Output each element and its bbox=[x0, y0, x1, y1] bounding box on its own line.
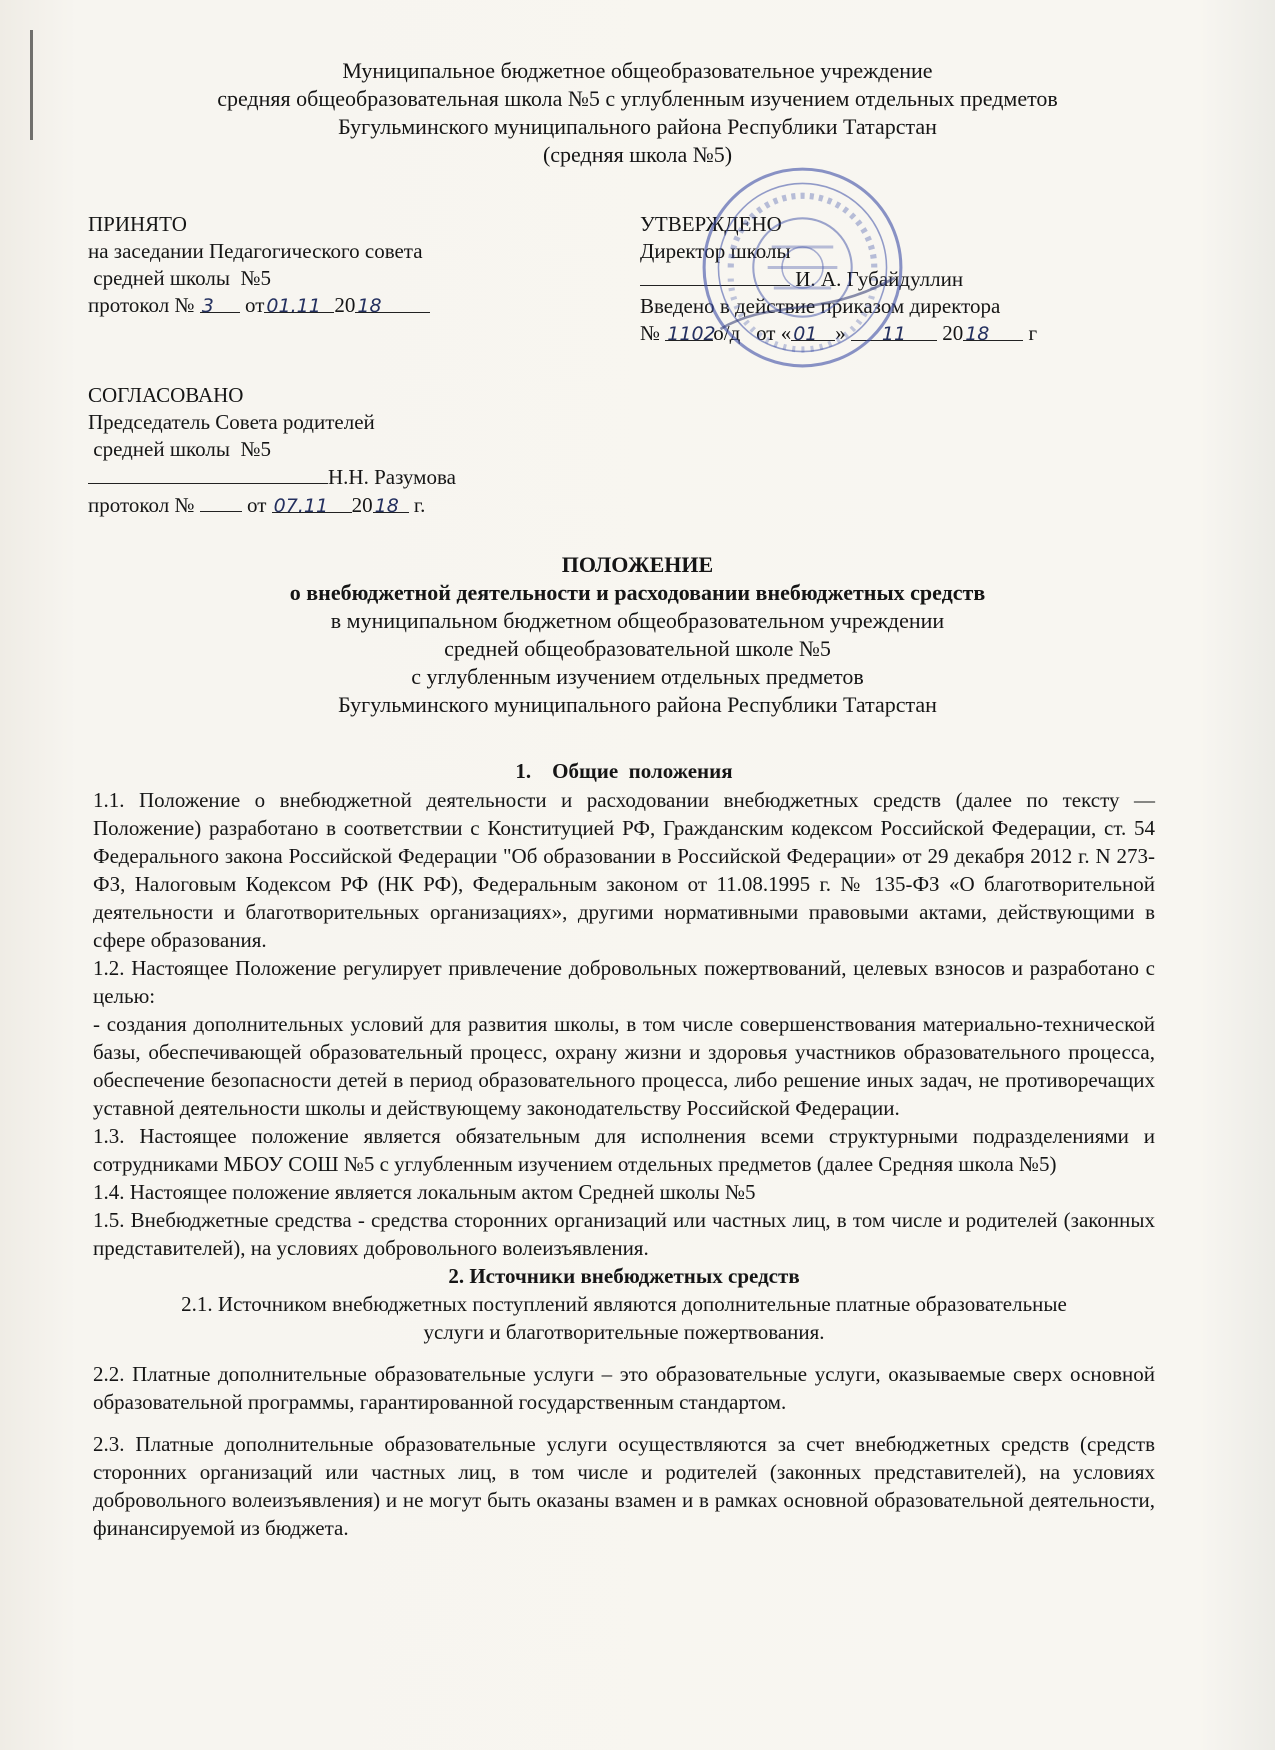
paragraph-2-2: 2.2. Платные дополнительные образовательные услуги – это образовательные услуги, оказываемые сверх основной образовательной программы, гарантированной государственным стандартом. bbox=[93, 1362, 1155, 1414]
agreed-date: 07.11 bbox=[273, 495, 329, 517]
document-body bbox=[93, 757, 1155, 1542]
accepted-block bbox=[88, 211, 430, 319]
approved-quote-close: » bbox=[835, 321, 846, 345]
agreed-date-field bbox=[272, 492, 352, 517]
agreed-signer: Н.Н. Разумова bbox=[328, 465, 456, 489]
header-line-1: Муниципальное бюджетное общеобразовательное учреждение bbox=[342, 58, 933, 83]
paragraph-1-2: 1.2. Настоящее Положение регулирует привлечение добровольных пожертвований, целевых взносов и разработано с целью: bbox=[93, 956, 1155, 1008]
school-stamp-seal bbox=[700, 165, 905, 370]
agreed-title: СОГЛАСОВАНО bbox=[88, 383, 244, 407]
approved-year-unit: г bbox=[1028, 321, 1038, 345]
approved-title: УТВЕРЖДЕНО bbox=[640, 212, 782, 236]
approved-year-prefix: 20 bbox=[942, 321, 964, 345]
document-title bbox=[0, 551, 1275, 719]
accepted-protocol-no-field bbox=[200, 292, 240, 317]
accepted-line-1: на заседании Педагогического совета bbox=[88, 239, 423, 263]
accepted-protocol bbox=[88, 292, 430, 319]
paragraph-1-5: 1.5. Внебюджетные средства - средства сторонних организаций или частных лиц, в том числе и родителей (законных представителей), на условиях добровольного волеизъявления. bbox=[93, 1208, 1155, 1260]
agreed-year-prefix: 20 bbox=[351, 493, 373, 517]
paragraph-2-1-line-2: услуги и благотворительные пожертвования. bbox=[423, 1320, 825, 1344]
title-line-2: о внебюджетной деятельности и расходовании внебюджетных средств bbox=[289, 580, 986, 605]
accepted-year-field bbox=[355, 292, 430, 317]
accepted-from: от bbox=[245, 293, 265, 317]
approved-line-3: Введено в действие приказом директора bbox=[640, 294, 1001, 318]
header-line-4: (средняя школа №5) bbox=[542, 142, 733, 167]
section-2-heading: 2. Источники внебюджетных средств bbox=[448, 1264, 800, 1288]
paragraph-1-3: 1.3. Настоящее положение является обязательным для исполнения всеми структурными подразделениями и сотрудниками МБОУ СОШ №5 с углубленным изучением отдельных предметов (далее Средняя школа №5) bbox=[93, 1124, 1155, 1176]
approved-year-field bbox=[963, 320, 1023, 345]
agreed-line-2: средней школы №5 bbox=[88, 437, 272, 461]
section-1-heading: 1. Общие положения bbox=[515, 759, 733, 783]
approved-signer: И. А. Губайдуллин bbox=[795, 267, 964, 291]
agreed-signer-line bbox=[88, 463, 456, 491]
agreed-line-1: Председатель Совета родителей bbox=[88, 410, 375, 434]
agreed-year-field bbox=[373, 492, 409, 517]
agreed-from: от bbox=[247, 493, 267, 517]
accepted-line-2: средней школы №5 bbox=[88, 266, 272, 290]
agreed-protocol-label: протокол № bbox=[88, 493, 195, 517]
agreed-protocol bbox=[88, 491, 456, 519]
title-line-4: средней общеобразовательной школе №5 bbox=[444, 636, 831, 661]
title-line-1: ПОЛОЖЕНИЕ bbox=[561, 552, 714, 577]
accepted-protocol-no: 3 bbox=[201, 295, 214, 317]
title-line-3: в муниципальном бюджетном общеобразовательном учреждении bbox=[330, 608, 945, 633]
paragraph-1-2-purpose: - создания дополнительных условий для развития школы, в том числе совершенствования материально-технической базы, обеспечивающей образовательный процесс, охрану жизни и здоровья участников образовательного процесса, обеспечение безопасности детей в период образовательного процесса, либо решение иных задач, не противоречащих уставной деятельности школы и действующему законодательству Российской Федерации. bbox=[93, 1012, 1155, 1120]
paragraph-1-4: 1.4. Настоящее положение является локальным актом Средней школы №5 bbox=[93, 1180, 756, 1204]
agreed-signature-field bbox=[88, 463, 328, 484]
approved-order-suffix: о/д от « bbox=[713, 321, 792, 345]
header-line-3: Бугульминского муниципального района Республики Татарстан bbox=[338, 114, 937, 139]
accepted-date: 01.11 bbox=[266, 295, 321, 317]
paragraph-2-3: 2.3. Платные дополнительные образовательные услуги осуществляются за счет внебюджетных средств (средств сторонних организаций или частных лиц, в том числе и родителей (законных представителей), на условиях добровольного волеизъявления) и не могут быть оказаны взамен и в рамках основной образовательной деятельности, финансируемой из бюджета. bbox=[93, 1432, 1155, 1540]
agreed-protocol-no-field bbox=[200, 491, 242, 512]
accepted-year-prefix: 20 bbox=[334, 293, 356, 317]
agreed-year-suffix: 18 bbox=[374, 495, 399, 517]
title-line-5: с углубленным изучением отдельных предметов bbox=[411, 664, 864, 689]
agreed-block bbox=[88, 382, 456, 519]
approved-month: 11 bbox=[881, 323, 907, 345]
approved-order-no: 1102 bbox=[667, 323, 716, 345]
approved-day: 01 bbox=[793, 323, 818, 345]
paragraph-1-1: 1.1. Положение о внебюджетной деятельности и расходовании внебюджетных средств (далее по тексту — Положение) разработано в соответствии с Конституцией РФ, Гражданским кодексом Российской Федерации, ст. 54 Федерального закона Российской Федерации "Об образовании в Российской Федерации» от 29 декабря 2012 г. N 273-ФЗ, Налоговым Кодексом РФ (НК РФ), Федеральным законом от 11.08.1995 г. № 135-ФЗ «О благотворительной деятельности и благотворительных организациях», другими нормативными правовыми актами, действующими в сфере образования. bbox=[93, 788, 1155, 952]
paragraph-2-1-line-1: 2.1. Источником внебюджетных поступлений являются дополнительные платные образовательные bbox=[181, 1292, 1067, 1316]
accepted-date-field bbox=[264, 292, 334, 317]
agreed-year-unit: г. bbox=[413, 493, 426, 517]
approved-line-1: Директор школы bbox=[640, 239, 791, 263]
accepted-title: ПРИНЯТО bbox=[88, 212, 187, 236]
accepted-protocol-label: протокол № bbox=[88, 293, 195, 317]
approved-no-label: № bbox=[640, 321, 661, 345]
title-line-6: Бугульминского муниципального района Республики Татарстан bbox=[338, 692, 937, 717]
header-line-2: средняя общеобразовательная школа №5 с углубленным изучением отдельных предметов bbox=[217, 86, 1058, 111]
accepted-year-suffix: 18 bbox=[357, 295, 382, 317]
approved-year-suffix: 18 bbox=[965, 323, 990, 345]
